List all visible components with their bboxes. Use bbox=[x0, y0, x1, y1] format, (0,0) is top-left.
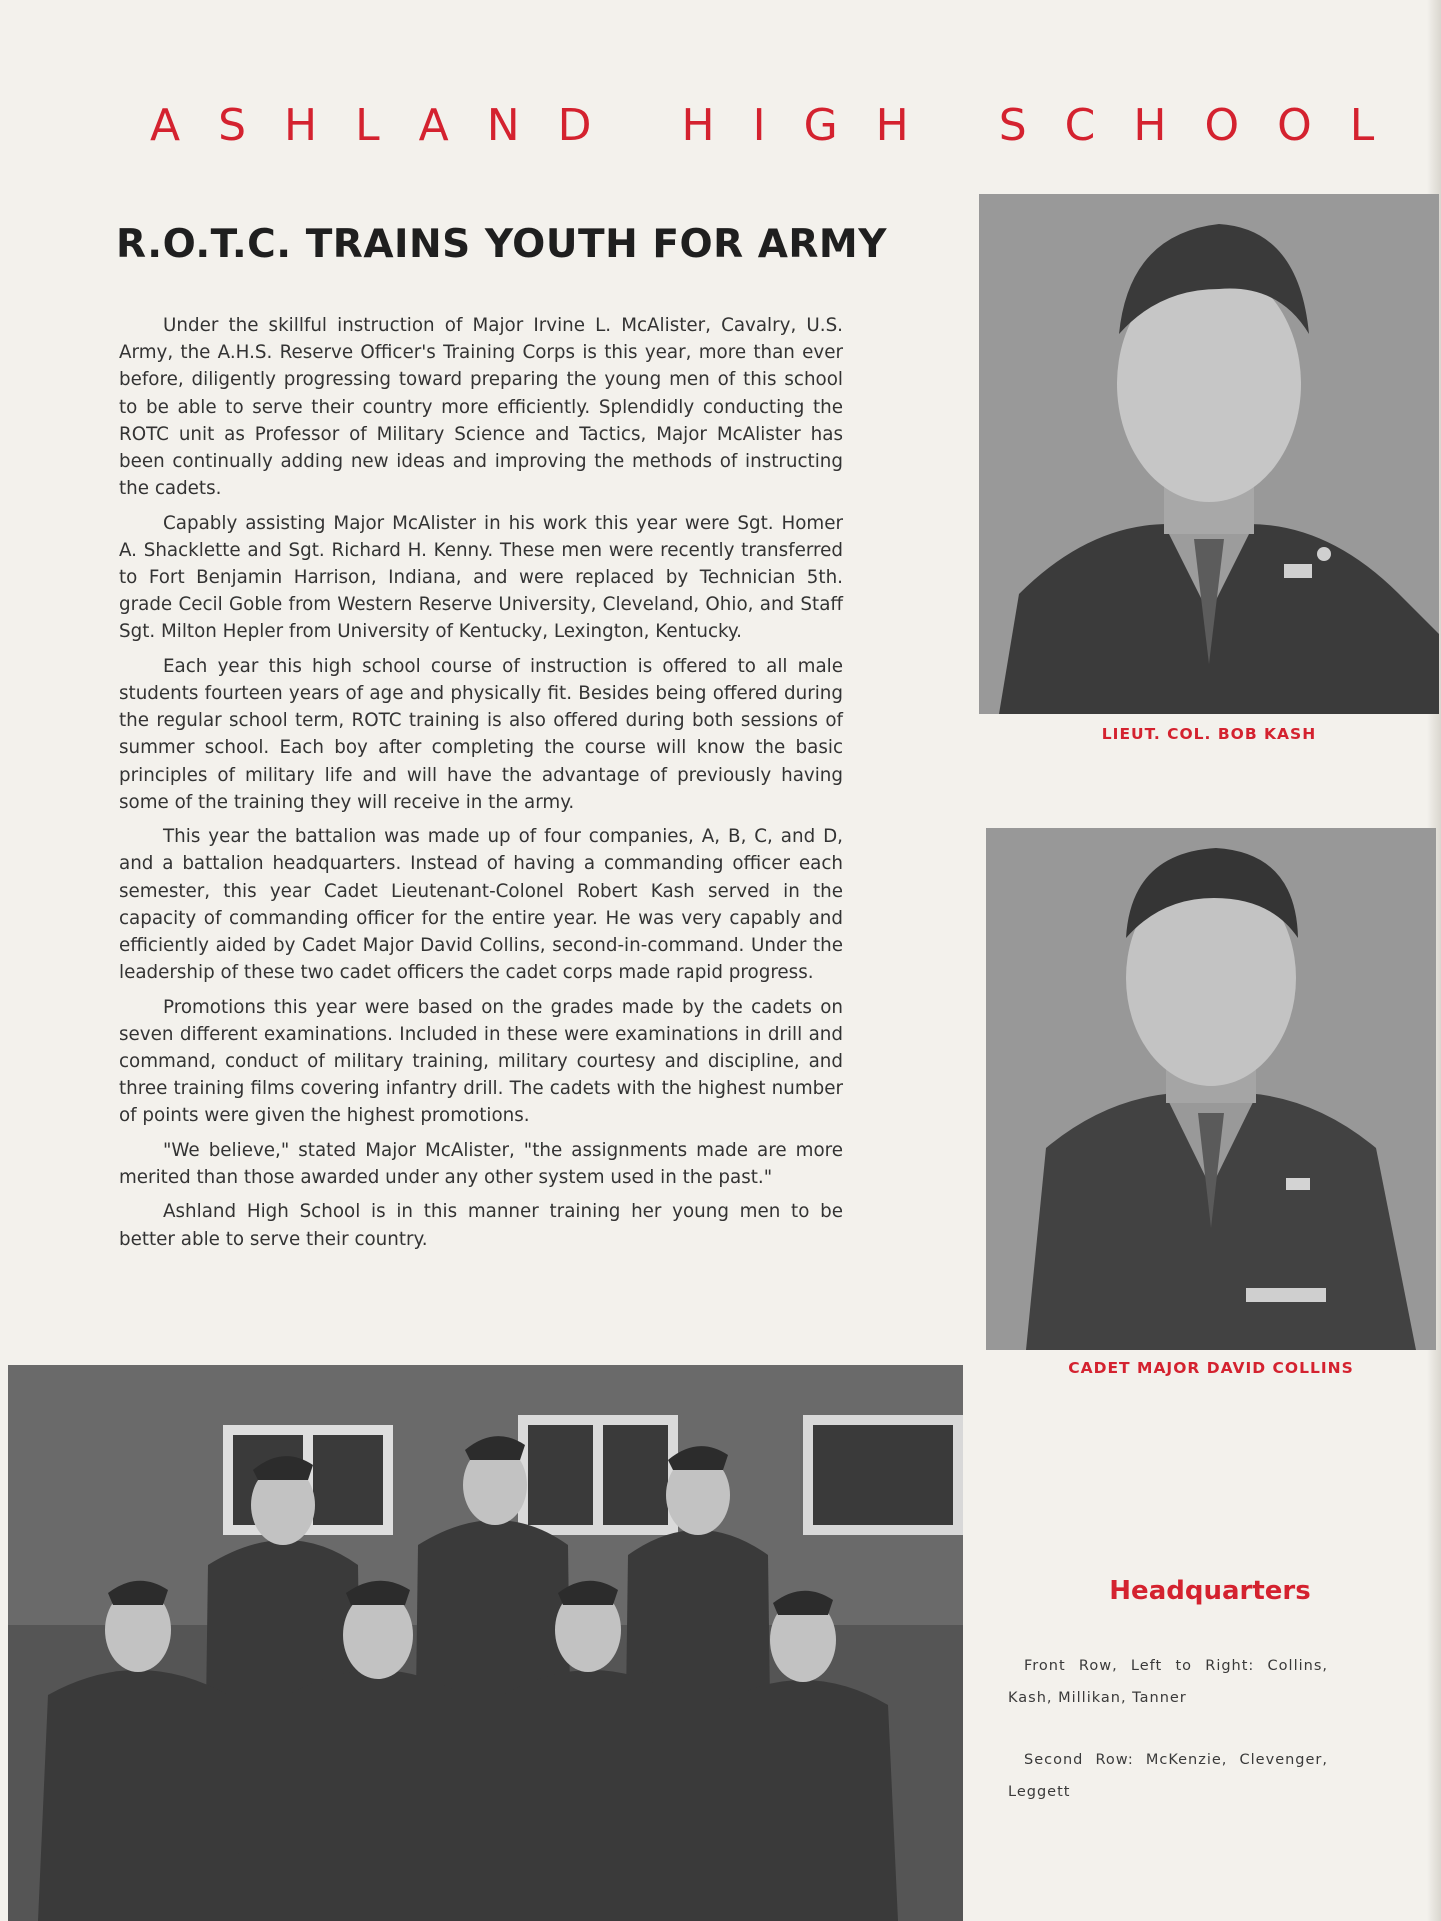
masthead-title: ASHLAND HIGH SCHOOL bbox=[150, 100, 1413, 151]
headquarters-title: Headquarters bbox=[1109, 1576, 1311, 1606]
article-paragraph: This year the battalion was made up of four companies, A, B, C, and D, and a battalion headquarters. Instead of having a commanding officer each semester, this year Cadet Lieutenant-Colonel Robert Kash served in the capacity of commanding officer for the entire year. He was very capably and efficiently aided by Cadet Major David Collins, second-in-command. Under the leadership of these two cadet officers the cadet corps made rapid progress. bbox=[119, 826, 843, 984]
portrait-illustration bbox=[979, 194, 1439, 714]
group-photo-headquarters bbox=[8, 1365, 963, 1921]
portrait-caption: LIEUT. COL. BOB KASH bbox=[1101, 725, 1317, 743]
article-paragraph: Each year this high school course of instruction is offered to all male students fourteen years of age and physically fit. Besides being offered during the regular school term, ROTC training is also offered during both sessions of summer school. Each boy after completing the course will know the basic principles of military life and will have the advantage of previously having some of the training they will receive in the army. bbox=[119, 655, 843, 813]
portrait-photo-collins bbox=[986, 828, 1436, 1350]
article-paragraph: Ashland High School is in this manner training her young men to be better able to serve their country. bbox=[119, 1201, 843, 1250]
group-illustration bbox=[8, 1365, 963, 1921]
article-body bbox=[119, 312, 843, 1260]
portrait-photo-kash bbox=[979, 194, 1439, 714]
portrait-caption: CADET MAJOR DAVID COLLINS bbox=[1068, 1359, 1354, 1377]
article-paragraph: Under the skillful instruction of Major Irvine L. McAlister, Cavalry, U.S. Army, the A.H.S. Reserve Officer's Training Corps is this year, more than ever before, diligently progressing toward preparing the young men of this school to be able to serve their country more efficiently. Splendidly conducting the ROTC unit as Professor of Military Science and Tactics, Major McAlister has been continually adding new ideas and improving the methods of instructing the cadets. bbox=[119, 315, 843, 500]
headquarters-second-row: Second Row: McKenzie, Clevenger, Leggett bbox=[1008, 1752, 1328, 1800]
article-paragraph: "We believe," stated Major McAlister, "the assignments made are more merited than those awarded under any other system used in the past." bbox=[119, 1139, 843, 1189]
article-paragraph: Promotions this year were based on the grades made by the cadets on seven different examinations. Included in these were examinations in drill and command, conduct of military training, military courtesy and discipline, and three training films covering infantry drill. The cadets with the highest number of points were given the highest promotions. bbox=[119, 996, 843, 1127]
headquarters-front-row: Front Row, Left to Right: Collins, Kash, Millikan, Tanner bbox=[1008, 1658, 1328, 1706]
portrait-illustration bbox=[986, 828, 1436, 1350]
article-paragraph: Capably assisting Major McAlister in his work this year were Sgt. Homer A. Shacklette and Sgt. Richard H. Kenny. These men were recently transferred to Fort Benjamin Harrison, Indiana, and were replaced by Technician 5th. grade Cecil Goble from Western Reserve University, Cleveland, Ohio, and Staff Sgt. Milton Hepler from University of Kentucky, Lexington, Kentucky. bbox=[119, 512, 843, 643]
article-headline: R.O.T.C. TRAINS YOUTH FOR ARMY bbox=[116, 222, 887, 267]
